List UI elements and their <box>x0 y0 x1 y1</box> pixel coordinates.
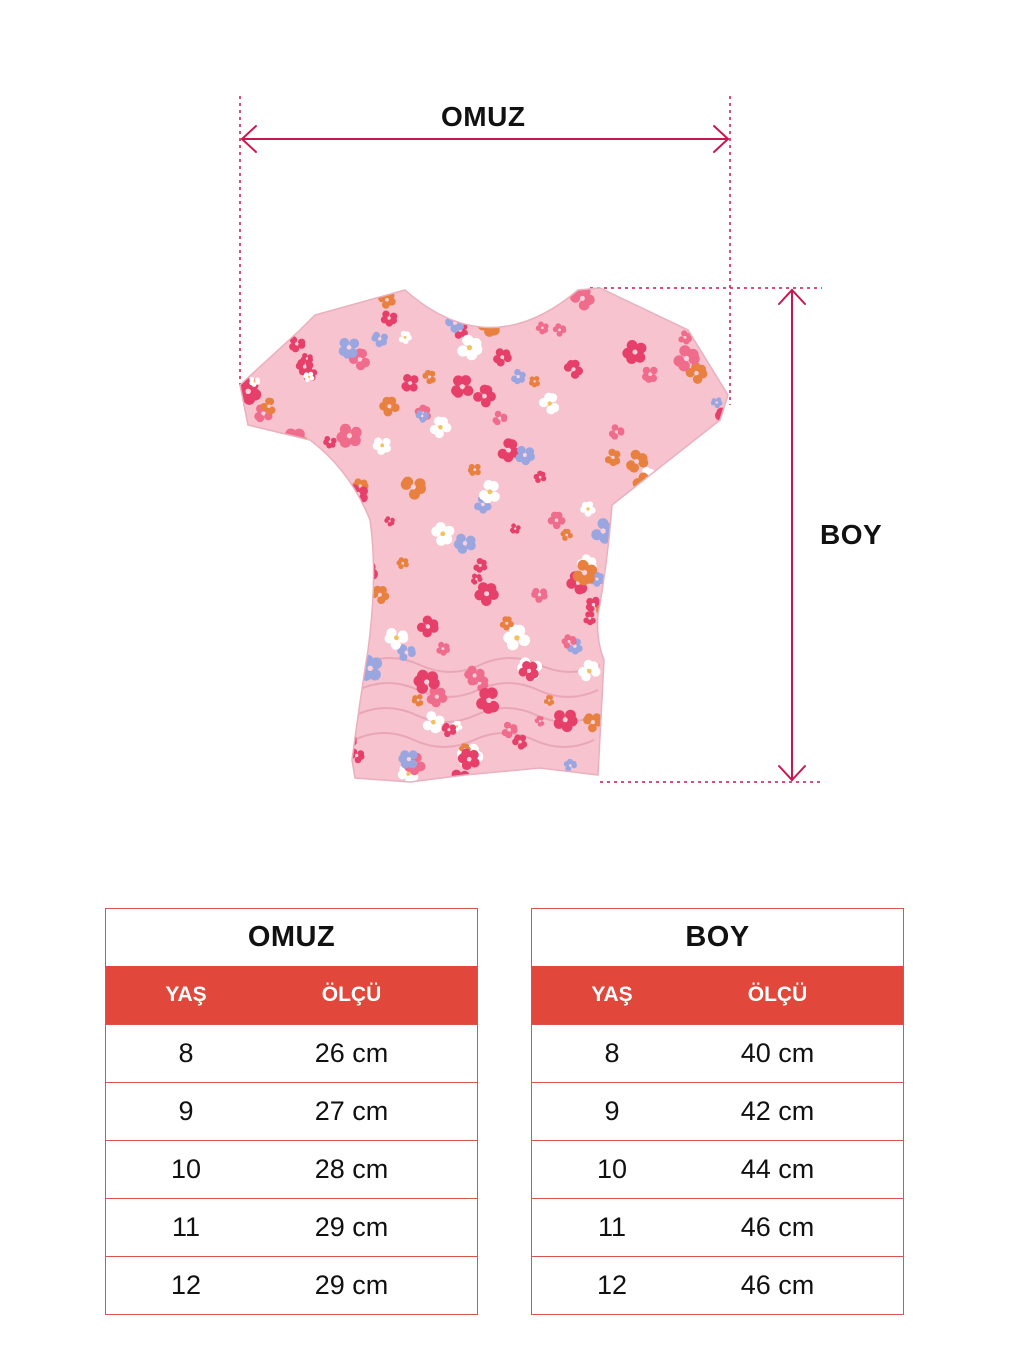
measure-cell: 29 cm <box>314 1212 389 1242</box>
flower <box>641 698 660 716</box>
height-arrow <box>779 290 805 780</box>
width-label: OMUZ <box>441 101 526 132</box>
flower <box>273 758 293 777</box>
flower <box>681 541 700 560</box>
flower <box>702 279 716 293</box>
age-cell: 11 <box>171 1212 201 1242</box>
flower <box>614 622 637 644</box>
measure-cell: 42 cm <box>740 1096 815 1126</box>
flower <box>634 559 646 571</box>
flower <box>647 288 673 313</box>
measure-cell: 44 cm <box>740 1154 815 1184</box>
table-header <box>106 966 477 1024</box>
table-title: BOY <box>685 921 750 953</box>
flower <box>305 578 324 598</box>
table-row <box>532 1140 903 1198</box>
flower <box>357 655 383 681</box>
flower <box>680 678 698 695</box>
flower <box>627 551 641 566</box>
flower <box>718 424 740 447</box>
shoulder-size-table <box>105 908 478 1315</box>
table-row <box>106 1140 477 1198</box>
flower <box>365 274 388 296</box>
table-row <box>532 1198 903 1256</box>
flower <box>347 640 363 655</box>
flower <box>275 540 285 550</box>
measure-cell: 40 cm <box>740 1038 815 1068</box>
age-cell: 9 <box>178 1096 194 1126</box>
flower <box>310 673 330 693</box>
flower <box>324 603 335 615</box>
table-row <box>532 1024 903 1082</box>
flower <box>249 309 268 328</box>
flower <box>277 646 289 658</box>
age-cell: 12 <box>170 1270 202 1300</box>
flower <box>230 456 248 473</box>
table-row <box>106 1198 477 1256</box>
measure-cell: 46 cm <box>740 1212 815 1242</box>
flower <box>233 673 251 690</box>
table-row <box>532 1256 903 1314</box>
flower <box>639 572 659 593</box>
flower <box>655 494 680 518</box>
flower <box>620 629 640 649</box>
flower <box>664 607 675 618</box>
flower <box>656 733 669 746</box>
flower <box>667 511 688 531</box>
flower <box>699 573 719 594</box>
table-row <box>106 1024 477 1082</box>
length-size-table <box>531 908 904 1315</box>
flower <box>311 611 334 634</box>
flower <box>661 718 679 736</box>
flower <box>689 594 709 615</box>
flower <box>401 374 418 392</box>
floral-top <box>230 274 743 790</box>
flower <box>449 770 470 791</box>
age-cell: 9 <box>604 1096 620 1126</box>
flower <box>636 771 653 786</box>
flower <box>259 485 278 505</box>
flower <box>684 753 705 776</box>
flower <box>621 633 637 650</box>
flower <box>614 760 630 778</box>
age-cell: 10 <box>596 1154 628 1184</box>
table-row <box>532 1082 903 1140</box>
flower <box>660 550 679 569</box>
flower <box>343 562 355 574</box>
flower <box>282 429 307 454</box>
table-header <box>532 966 903 1024</box>
flower <box>284 519 295 529</box>
flower <box>715 406 739 429</box>
flower <box>336 424 361 448</box>
header-measure: ÖLÇÜ <box>747 983 808 1006</box>
flower <box>690 698 713 723</box>
flower <box>232 667 254 690</box>
age-cell: 12 <box>596 1270 628 1300</box>
flower <box>612 654 628 670</box>
flower <box>451 375 473 398</box>
flower <box>363 279 376 293</box>
flower <box>685 598 711 625</box>
measure-cell: 27 cm <box>314 1096 389 1126</box>
flower <box>302 459 316 473</box>
flower <box>424 283 435 293</box>
flower <box>354 584 371 602</box>
flower <box>300 656 311 666</box>
age-cell: 8 <box>604 1038 620 1068</box>
table-row <box>106 1256 477 1314</box>
measure-cell: 28 cm <box>314 1154 389 1184</box>
flower <box>259 292 274 307</box>
measure-cell: 29 cm <box>314 1270 389 1300</box>
table-row <box>106 1082 477 1140</box>
flower <box>682 546 696 560</box>
flower <box>716 513 743 536</box>
header-age: YAŞ <box>165 983 207 1006</box>
flower <box>230 524 240 534</box>
flower <box>240 441 254 454</box>
age-cell: 8 <box>178 1038 194 1068</box>
flower <box>286 725 305 744</box>
flower <box>698 683 713 698</box>
flower <box>238 488 260 513</box>
age-cell: 11 <box>597 1212 627 1242</box>
measure-cell: 46 cm <box>740 1270 815 1300</box>
age-cell: 10 <box>170 1154 202 1184</box>
table-title: OMUZ <box>247 921 336 953</box>
flower <box>319 484 341 506</box>
header-age: YAŞ <box>591 983 633 1006</box>
flower <box>236 446 253 465</box>
flower <box>640 482 659 502</box>
flower <box>241 546 257 561</box>
flower <box>320 705 333 718</box>
flower <box>694 472 704 482</box>
flower <box>246 597 260 611</box>
measure-cell: 26 cm <box>314 1038 389 1068</box>
flower <box>264 302 291 328</box>
flower <box>268 335 279 345</box>
flower <box>468 464 481 476</box>
height-label: BOY <box>820 519 883 550</box>
flower <box>517 291 541 315</box>
header-measure: ÖLÇÜ <box>321 983 382 1006</box>
flower <box>707 700 732 725</box>
flower <box>666 746 690 772</box>
